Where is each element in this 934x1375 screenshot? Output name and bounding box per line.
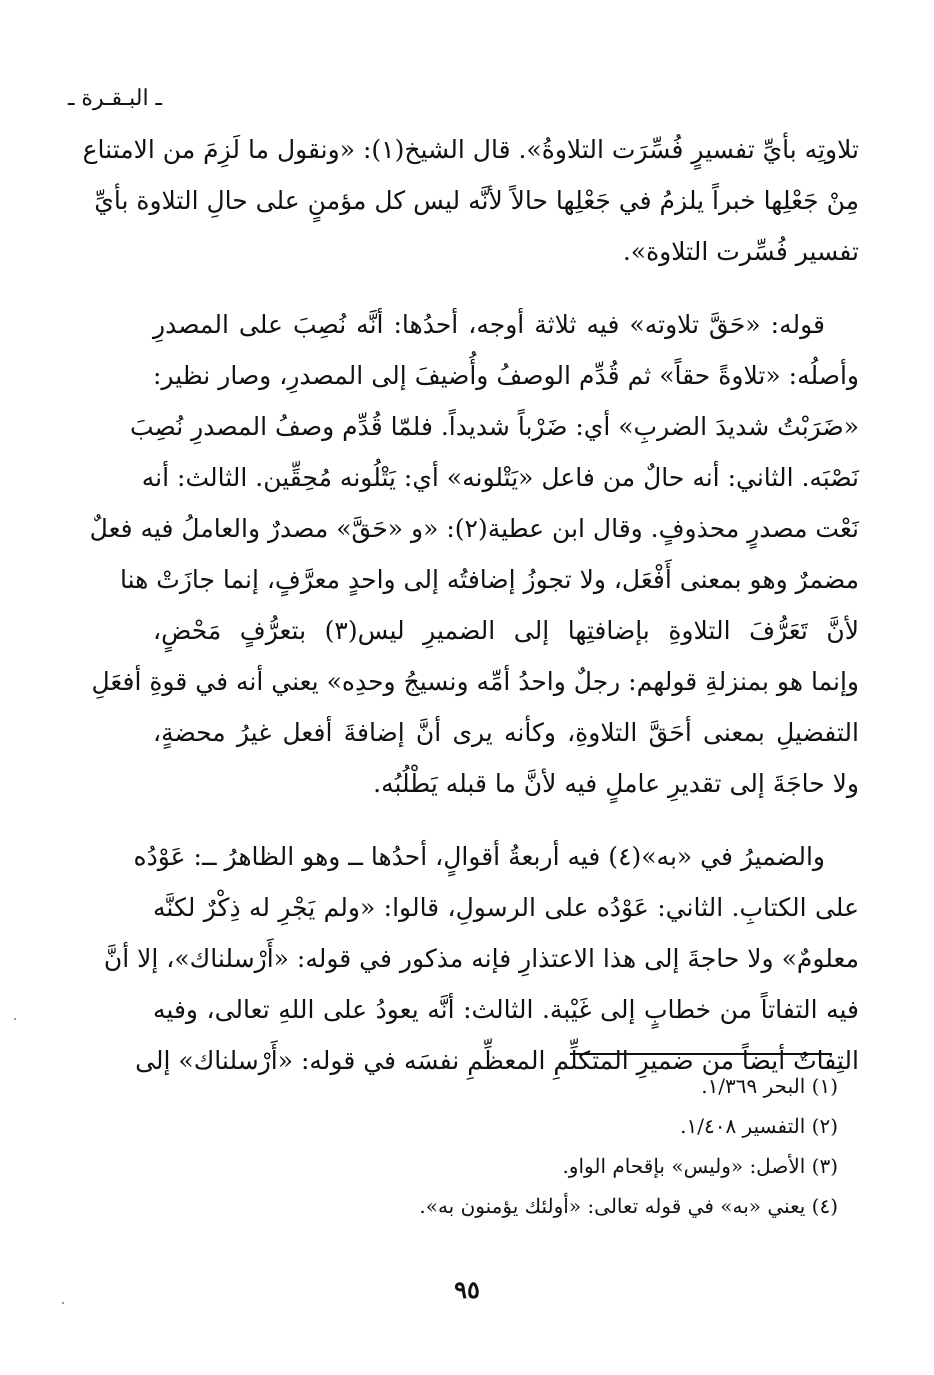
text-line: «ضَرَبْتُ شديدَ الضربِ» أي: ضَرْباً شديداً. فلمّا قُدِّم وصفُ المصدرِ نُصِبَ	[130, 412, 859, 441]
text-line: معلومٌ» ولا حاجةَ إلى هذا الاعتذارِ فإنه مذكور في قوله: «أَرْسلناك»، إلا أنَّ	[103, 944, 859, 973]
text-line: نَعْت مصدرٍ محذوفٍ. وقال ابن عطية(٢): «و «حَقَّ» مصدرٌ والعاملُ فيه فعلٌ	[89, 514, 859, 543]
text-line: وأصلُه: «تلاوةً حقاً» ثم قُدِّم الوصفُ وأُضيفَ إلى المصدرِ، وصار نظير:	[153, 361, 859, 390]
text-line: التِفاتٌ أيضاً من ضميرِ المتكلِّمِ المعظِّمِ نفسَه في قوله: «أَرْسلناك» إلى	[135, 1046, 859, 1075]
text-line: تلاوتِه بأيِّ تفسيرٍ فُسِّرَت التلاوةُ». قال الشيخ(١): «ونقول ما لَزِمَ من الامتناع	[82, 135, 859, 164]
running-head: ـ البـقـرة ـ	[67, 86, 162, 111]
footnote-4: (٤) يعني «به» في قوله تعالى: «أولئك يؤمنون به».	[419, 1194, 838, 1218]
text-line: التفضيلِ بمعنى أحَقَّ التلاوةِ، وكأنه يرى أنَّ إضافةَ أفعل غيرُ محضةٍ،	[153, 718, 859, 747]
text-line: مضمرٌ وهو بمعنى أَفْعَل، ولا تجوزُ إضافتُه إلى واحدٍ معرَّفٍ، إنما جازَتْ هنا	[120, 565, 859, 594]
text-line: قوله: «حَقَّ تلاوته» فيه ثلاثة أوجه، أحدُها: أنَّه نُصِبَ على المصدرِ	[153, 310, 825, 339]
text-line: وإنما هو بمنزلةِ قولهم: رجلٌ واحدُ أمِّه ونسيجُ وحدِه» يعني أنه في قوةِ أفعَلِ	[91, 667, 859, 696]
footnote-3: (٣) الأصل: «وليس» بإقحام الواو.	[562, 1154, 838, 1178]
paragraph-gap	[153, 277, 859, 299]
paragraph-1	[82, 124, 859, 277]
text-line: فيه التفاتاً من خطابٍ إلى غَيْبة. الثالث: أنَّه يعودُ على اللهِ تعالى، وفيه	[153, 995, 859, 1024]
footnote-divider	[570, 1053, 832, 1055]
text-line: لأنَّ تَعَرُّفَ التلاوةِ بإضافتِها إلى الضميرِ ليس(٣) بتعرُّفٍ مَحْضٍ،	[153, 616, 859, 645]
scan-speck	[14, 1018, 16, 1020]
page-number: ٩٥	[454, 1275, 480, 1304]
paragraph-gap	[153, 809, 859, 831]
text-line: على الكتابِ. الثاني: عَوْدُه على الرسولِ، قالوا: «ولم يَجْرِ له ذِكْرٌ لكنَّه	[153, 893, 859, 922]
footnote-2: (٢) التفسير ١/٤٠٨.	[680, 1114, 838, 1138]
text-line: تفسير فُسِّرت التلاوة».	[622, 237, 859, 266]
footnote-1: (١) البحر ١/٣٦٩.	[701, 1074, 838, 1098]
scan-speck	[62, 1302, 64, 1304]
body-text	[82, 124, 859, 1086]
text-line: مِنْ جَعْلِها خبراً يلزمُ في جَعْلِها حالاً لأنَّه ليس كل مؤمنٍ على حالِ التلاوة بأيِّ	[94, 186, 859, 215]
text-line: ولا حاجَةَ إلى تقديرِ عاملٍ فيه لأنَّ ما قبله يَطْلُبُه.	[373, 769, 859, 798]
paragraph-2	[89, 299, 859, 809]
paragraph-3	[103, 831, 859, 1086]
text-line: والضميرُ في «به»(٤) فيه أربعةُ أقوالٍ، أحدُها ــ وهو الظاهرُ ــ: عَوْدُه	[133, 842, 825, 871]
footnotes	[158, 1066, 838, 1226]
text-line: نَصْبَه. الثاني: أنه حالٌ من فاعل «يَتْلونه» أي: يَتْلُونه مُحِقِّين. الثالث: أنه	[141, 463, 859, 492]
